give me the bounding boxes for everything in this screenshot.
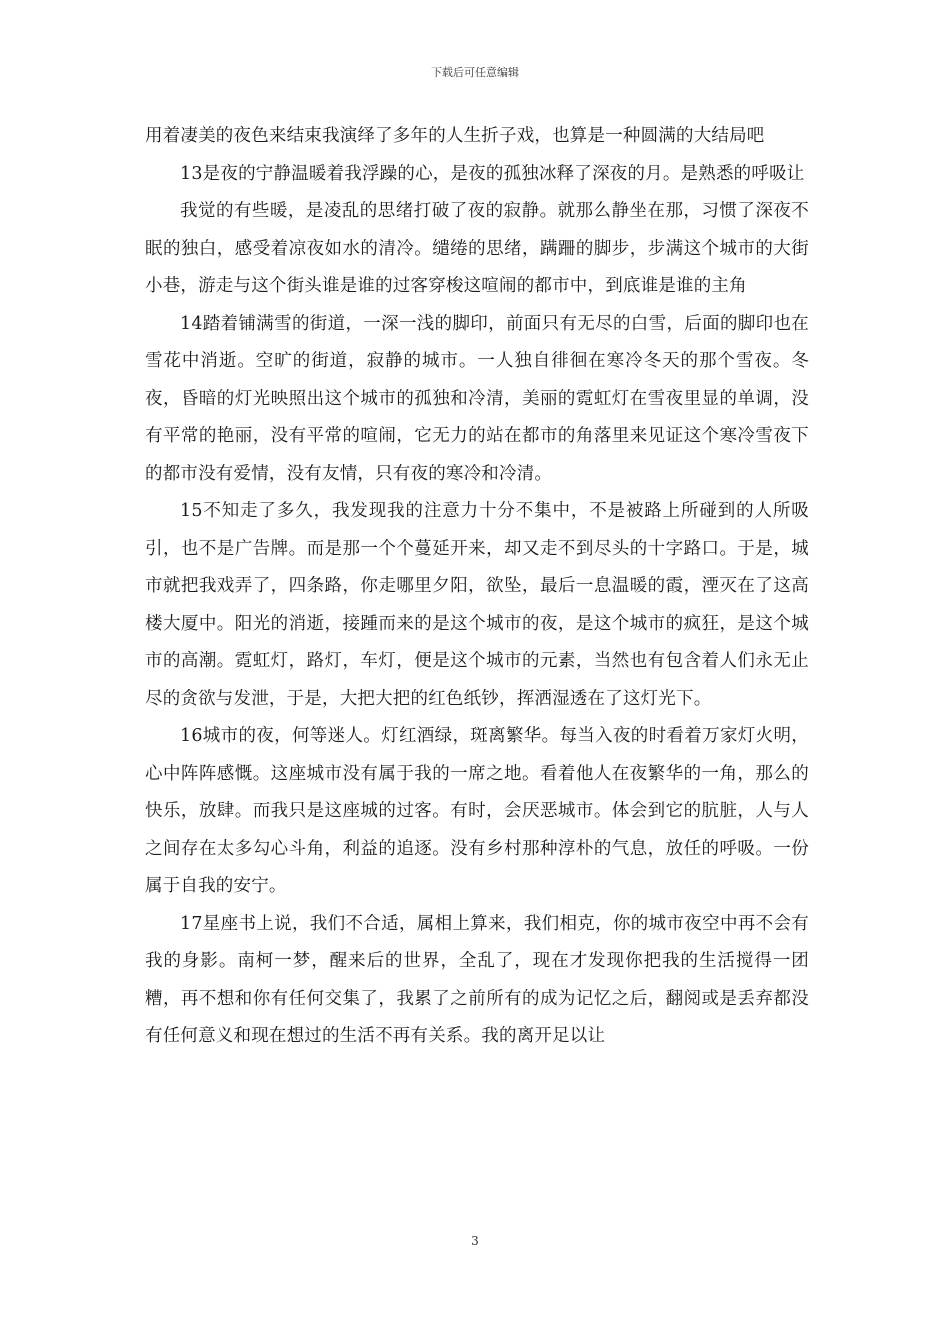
paragraph-2: 13是夜的宁静温暖着我浮躁的心，是夜的孤独冰释了深夜的月。是熟悉的呼吸让 bbox=[180, 163, 805, 184]
paragraph-7: 17星座书上说，我们不合适，属相上算来，我们相克，你的城市夜空中再不会有我的身影。南柯一梦，醒来后的世界，全乱了，现在才发现你把我的生活搅得一团糟，再不想和你有任何交集了，我累了之前所有的成为记忆之后，翻阅或是丢弃都没有任何意义和现在想过的生活不再有关系。我的离开足以让 bbox=[145, 913, 809, 1046]
paragraph-5: 15不知走了多久，我发现我的注意力十分不集中，不是被路上所碰到的人所吸引，也不是广告牌。而是那一个个蔓延开来，却又走不到尽头的十字路口。于是，城市就把我戏弄了，四条路，你走哪里夕阳，欲坠，最后一息温暖的霞，湮灭在了这高楼大厦中。阳光的消逝，接踵而来的是这个城市的夜，是这个城市的疯狂，是这个城市的高潮。霓虹灯，路灯，车灯，便是这个城市的元素，当然也有包含着人们永无止尽的贪欲与发泄，于是，大把大把的红色纸钞，挥洒湿透在了这灯光下。 bbox=[145, 501, 809, 709]
paragraph-1: 用着凄美的夜色来结束我演绎了多年的人生折子戏，也算是一种圆满的大结局吧 bbox=[145, 126, 765, 146]
paragraph-3: 我觉的有些暖，是凌乱的思绪打破了夜的寂静。就那么静坐在那，习惯了深夜不眠的独白，感受着凉夜如水的清冷。缱绻的思绪，蹒跚的脚步，步满这个城市的大街小巷，游走与这个街头谁是谁的过客穿梭这喧闹的都市中，到底谁是谁的主角 bbox=[145, 201, 809, 296]
document-body bbox=[145, 118, 809, 1056]
paragraph-6: 16城市的夜，何等迷人。灯红酒绿，斑离繁华。每当入夜的时看着万家灯火明，心中阵阵感慨。这座城市没有属于我的一席之地。看着他人在夜繁华的一角，那么的快乐，放肆。而我只是这座城的过客。有时，会厌恶城市。体会到它的肮脏，人与人之间存在太多勾心斗角，利益的追逐。没有乡村那种淳朴的气息，放任的呼吸。一份属于自我的安宁。 bbox=[145, 726, 809, 896]
page-number: 3 bbox=[471, 1234, 479, 1248]
paragraph-4: 14踏着铺满雪的街道，一深一浅的脚印，前面只有无尽的白雪，后面的脚印也在雪花中消逝。空旷的街道，寂静的城市。一人独自徘徊在寒冷冬天的那个雪夜。冬夜，昏暗的灯光映照出这个城市的孤独和冷清，美丽的霓虹灯在雪夜里显的单调，没有平常的艳丽，没有平常的喧闹，它无力的站在都市的角落里来见证这个寒冷雪夜下的都市没有爱情，没有友情，只有夜的寒冷和冷清。 bbox=[145, 313, 809, 484]
page-header: 下载后可任意编辑 bbox=[431, 66, 519, 79]
